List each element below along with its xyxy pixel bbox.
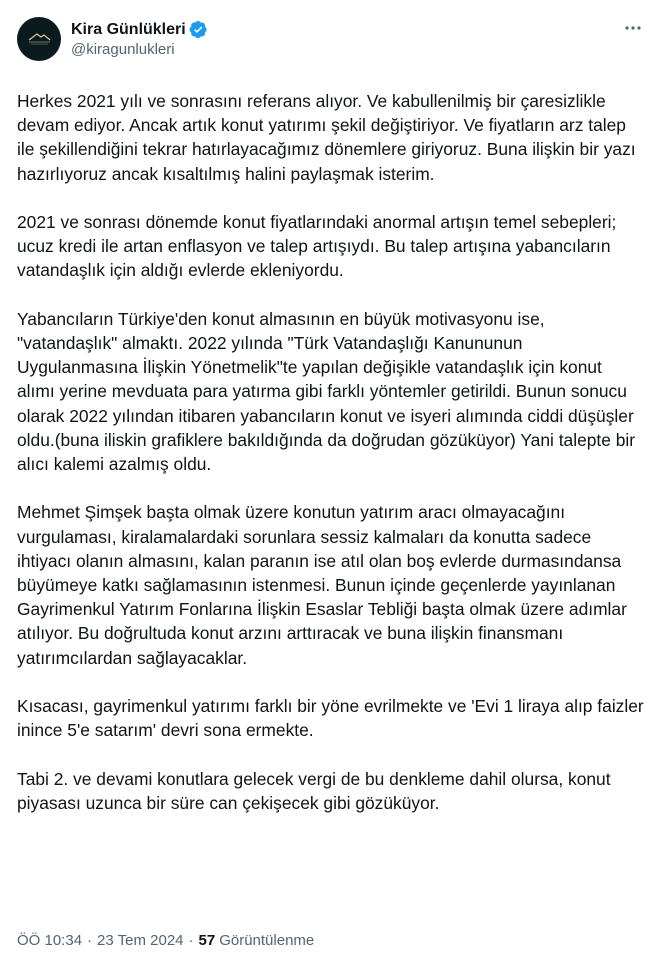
tweet-text	[17, 89, 644, 815]
author-identity	[71, 19, 208, 58]
more-options-button[interactable]	[622, 18, 644, 38]
verified-badge-icon[interactable]	[189, 20, 208, 39]
author-handle[interactable]: @kiragunlukleri	[71, 41, 175, 58]
tweet-paragraph: Herkes 2021 yılı ve sonrasını referans alıyor. Ve kabullenilmiş bir çaresizlikle devam ediyor. Ancak artık konut yatırımı şekil değiştiriyor. Ve fiyatların arz talep ile şekillendiğini tekrar hatırlayacağımız dönemlere giriyoruz. Buna ilişkin bir yazı hazırlıyoruz ancak kısaltılmış halini paylaşmak isterim.	[17, 91, 636, 184]
tweet-date[interactable]: 23 Tem 2024	[97, 932, 184, 949]
tweet-paragraph: Tabi 2. ve devami konutlara gelecek vergi de bu denkleme dahil olursa, konut piyasası uzunca bir süre can çekişecek gibi gözüküyor.	[17, 768, 611, 813]
house-logo-icon	[17, 17, 61, 61]
tweet-paragraph: Mehmet Şimşek başta olmak üzere konutun yatırım aracı olmayacağını vurgulaması, kiralamalardaki sorunlara sessiz kalmaları da konutta sadece ihtiyacı olanın almasını, kalan paranın ise atıl olan boş evlerde durmasındansa büyümeye katkı sağlamasının istenmesi. Bunun içinde geçenlerde yayınlanan Gayrimenkul Yatırım Fonlarına İlişkin Esaslar Tebliği başta olmak üzere adımlar atılıyor. Bu doğrultuda konut arzını arttıracak ve buna ilişkin finansmanı yatırımcılardan sağlayacaklar.	[17, 502, 627, 668]
avatar[interactable]	[17, 17, 61, 61]
views-count[interactable]: 57	[198, 932, 216, 949]
views-label: Görüntülenme	[219, 932, 315, 949]
tweet-header	[17, 12, 644, 62]
more-horizontal-icon	[623, 18, 643, 38]
tweet-paragraph: Kısacası, gayrimenkul yatırımı farklı bir yöne evrilmekte ve 'Evi 1 liraya alıp faizler inince 5'e satarım' devri sona ermekte.	[17, 696, 644, 741]
tweet-meta	[17, 932, 314, 949]
tweet-paragraph: Yabancıların Türkiye'den konut almasının en büyük motivasyonu ise, "vatandaşlık" almaktı. 2022 yılında "Türk Vatandaşlığı Kanununun Uygulanmasına İlişkin Yönetmelik"te yapılan değişikle vatandaşlık için konut alımı yerine mevduata para yatırma gibi farklı yöntemler getirildi. Bunun sonucu olarak 2022 yılından itibaren yabancıların konut ve isyeri alımında ciddi düşüşler oldu.(buna iliskin grafiklere bakıldığında da doğrudan gözüküyor) Yani talepte bir alıcı kalemi azalmış oldu.	[17, 308, 636, 475]
meta-separator: ·	[188, 932, 194, 949]
tweet-paragraph: 2021 ve sonrası dönemde konut fiyatlarındaki anormal artışın temel sebepleri; ucuz kredi ile artan enflasyon ve talep artışıydı. Bu talep artışına yabancıların vatandaşlık için aldığı evlerde ekleniyordu.	[17, 212, 617, 281]
meta-separator: ·	[87, 932, 93, 949]
author-display-name[interactable]: Kira Günlükleri	[71, 20, 186, 38]
tweet-time[interactable]: ÖÖ 10:34	[17, 932, 83, 949]
author-name-row	[71, 19, 208, 40]
